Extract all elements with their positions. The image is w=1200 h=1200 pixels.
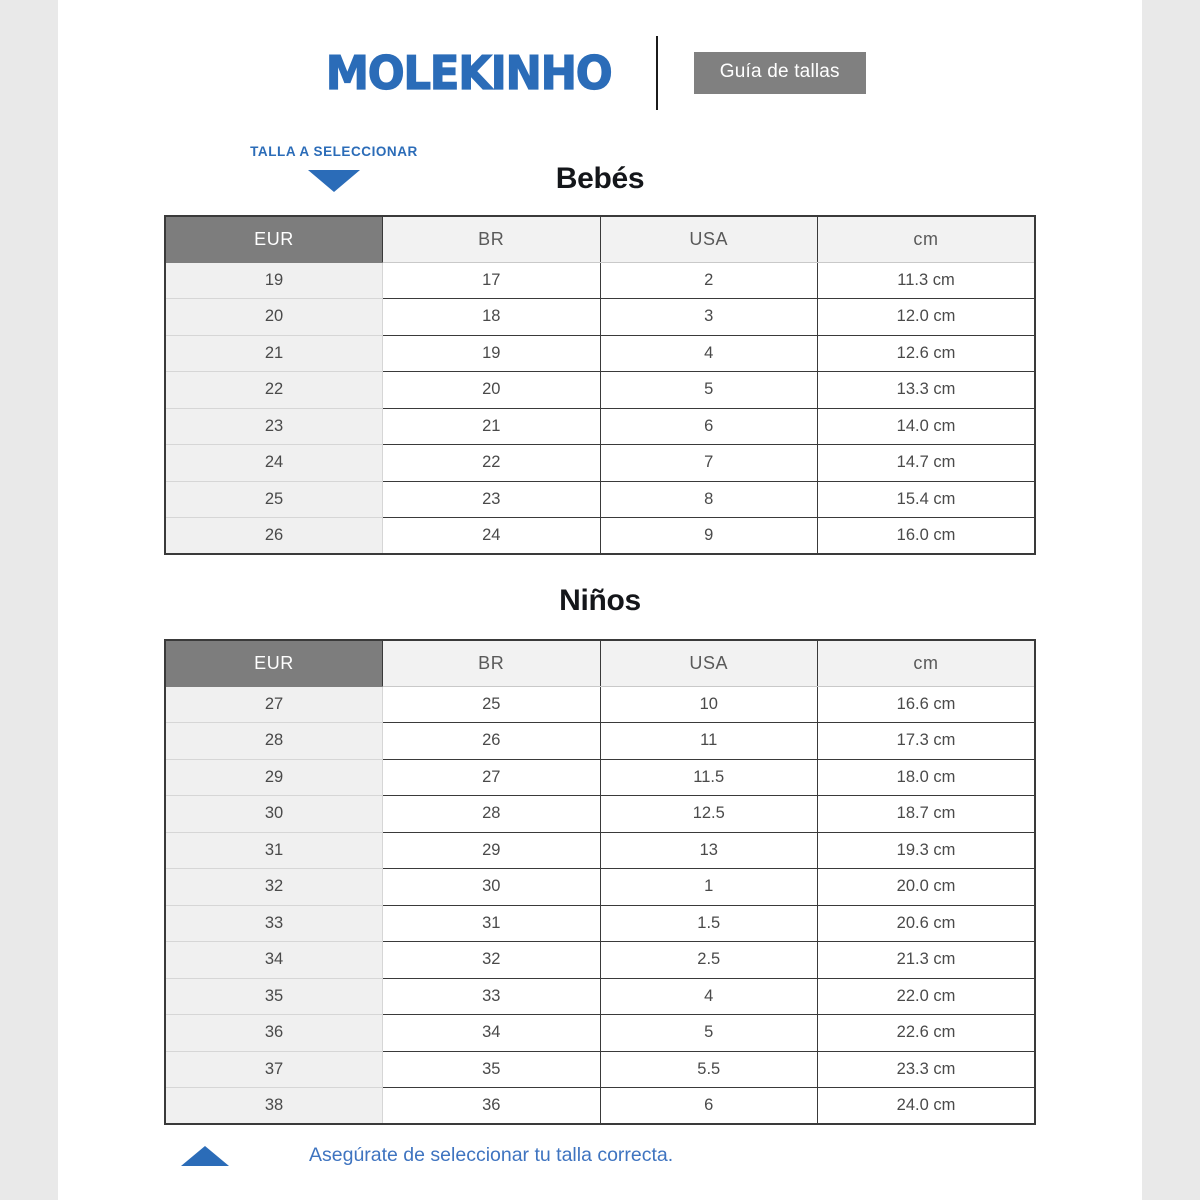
cell-br: 29 xyxy=(383,832,601,869)
cell-eur: 24 xyxy=(165,445,383,482)
column-header-usa: USA xyxy=(600,640,818,686)
molekinho-logo: MOLEKINHO xyxy=(325,45,612,100)
cell-cm: 12.6 cm xyxy=(818,335,1036,372)
cell-usa: 5 xyxy=(600,372,818,409)
column-header-eur: EUR xyxy=(165,216,383,262)
cell-eur: 34 xyxy=(165,942,383,979)
guide-badge: Guía de tallas xyxy=(694,52,866,94)
cell-eur: 38 xyxy=(165,1088,383,1125)
table-body-ninos xyxy=(165,686,1035,1124)
table-row xyxy=(165,1088,1035,1125)
table-row xyxy=(165,1015,1035,1052)
cell-usa: 9 xyxy=(600,518,818,555)
cell-br: 20 xyxy=(383,372,601,409)
footer-note xyxy=(58,1144,1142,1167)
table-header-row xyxy=(165,640,1035,686)
table-row xyxy=(165,518,1035,555)
cell-eur: 30 xyxy=(165,796,383,833)
cell-cm: 11.3 cm xyxy=(818,262,1036,299)
table-row xyxy=(165,372,1035,409)
table-row xyxy=(165,408,1035,445)
table-row xyxy=(165,905,1035,942)
cell-eur: 27 xyxy=(165,686,383,723)
cell-cm: 14.0 cm xyxy=(818,408,1036,445)
cell-usa: 6 xyxy=(600,1088,818,1125)
cell-br: 30 xyxy=(383,869,601,906)
cell-eur: 33 xyxy=(165,905,383,942)
cell-eur: 25 xyxy=(165,481,383,518)
table-row xyxy=(165,299,1035,336)
cell-usa: 10 xyxy=(600,686,818,723)
table-row xyxy=(165,335,1035,372)
cell-br: 23 xyxy=(383,481,601,518)
cell-eur: 29 xyxy=(165,759,383,796)
cell-eur: 22 xyxy=(165,372,383,409)
cell-br: 26 xyxy=(383,723,601,760)
section-title-bebes: Bebés xyxy=(555,162,645,195)
cell-usa: 5.5 xyxy=(600,1051,818,1088)
cell-cm: 20.6 cm xyxy=(818,905,1036,942)
cell-usa: 1.5 xyxy=(600,905,818,942)
cell-cm: 22.6 cm xyxy=(818,1015,1036,1052)
cell-eur: 36 xyxy=(165,1015,383,1052)
cell-usa: 8 xyxy=(600,481,818,518)
column-header-cm: cm xyxy=(818,216,1036,262)
select-size-hint xyxy=(184,144,484,192)
section-title-ninos: Niños xyxy=(559,584,641,617)
cell-usa: 4 xyxy=(600,978,818,1015)
table-row xyxy=(165,481,1035,518)
table-wrap-bebes xyxy=(58,215,1142,555)
cell-usa: 1 xyxy=(600,869,818,906)
cell-usa: 12.5 xyxy=(600,796,818,833)
size-guide-card xyxy=(58,0,1142,1200)
cell-cm: 16.0 cm xyxy=(818,518,1036,555)
table-row xyxy=(165,978,1035,1015)
cell-cm: 17.3 cm xyxy=(818,723,1036,760)
cell-cm: 16.6 cm xyxy=(818,686,1036,723)
table-head-bebes xyxy=(165,216,1035,262)
cell-usa: 7 xyxy=(600,445,818,482)
cell-usa: 13 xyxy=(600,832,818,869)
cell-cm: 14.7 cm xyxy=(818,445,1036,482)
cell-eur: 26 xyxy=(165,518,383,555)
table-head-ninos xyxy=(165,640,1035,686)
table-row xyxy=(165,686,1035,723)
cell-br: 35 xyxy=(383,1051,601,1088)
cell-eur: 31 xyxy=(165,832,383,869)
cell-br: 25 xyxy=(383,686,601,723)
cell-usa: 3 xyxy=(600,299,818,336)
column-header-br: BR xyxy=(383,640,601,686)
table-wrap-ninos xyxy=(58,639,1142,1125)
cell-br: 32 xyxy=(383,942,601,979)
cell-usa: 2 xyxy=(600,262,818,299)
cell-br: 24 xyxy=(383,518,601,555)
header-divider xyxy=(656,36,658,110)
cell-br: 18 xyxy=(383,299,601,336)
cell-usa: 2.5 xyxy=(600,942,818,979)
cell-eur: 35 xyxy=(165,978,383,1015)
cell-usa: 5 xyxy=(600,1015,818,1052)
cell-cm: 15.4 cm xyxy=(818,481,1036,518)
cell-eur: 19 xyxy=(165,262,383,299)
footer-text: Asegúrate de seleccionar tu talla correcta. xyxy=(309,1144,674,1166)
table-row xyxy=(165,869,1035,906)
table-row xyxy=(165,1051,1035,1088)
cell-cm: 22.0 cm xyxy=(818,978,1036,1015)
cell-cm: 24.0 cm xyxy=(818,1088,1036,1125)
cell-eur: 32 xyxy=(165,869,383,906)
header xyxy=(58,0,1142,135)
cell-usa: 4 xyxy=(600,335,818,372)
cell-br: 19 xyxy=(383,335,601,372)
cell-cm: 23.3 cm xyxy=(818,1051,1036,1088)
size-table-ninos xyxy=(164,639,1036,1125)
cell-br: 28 xyxy=(383,796,601,833)
column-header-cm: cm xyxy=(818,640,1036,686)
table-row xyxy=(165,759,1035,796)
cell-br: 31 xyxy=(383,905,601,942)
cell-cm: 18.0 cm xyxy=(818,759,1036,796)
table-header-row xyxy=(165,216,1035,262)
cell-usa: 6 xyxy=(600,408,818,445)
table-row xyxy=(165,262,1035,299)
cell-br: 21 xyxy=(383,408,601,445)
cell-br: 22 xyxy=(383,445,601,482)
cell-cm: 21.3 cm xyxy=(818,942,1036,979)
cell-cm: 13.3 cm xyxy=(818,372,1036,409)
table-row xyxy=(165,942,1035,979)
cell-eur: 23 xyxy=(165,408,383,445)
cell-br: 34 xyxy=(383,1015,601,1052)
table-row xyxy=(165,723,1035,760)
cell-br: 36 xyxy=(383,1088,601,1125)
cell-br: 17 xyxy=(383,262,601,299)
column-header-eur: EUR xyxy=(165,640,383,686)
arrow-up-icon xyxy=(181,1146,229,1166)
cell-eur: 21 xyxy=(165,335,383,372)
select-size-label: TALLA A SELECCIONAR xyxy=(250,144,418,159)
table-row xyxy=(165,445,1035,482)
cell-br: 27 xyxy=(383,759,601,796)
table-row xyxy=(165,832,1035,869)
cell-usa: 11.5 xyxy=(600,759,818,796)
column-header-br: BR xyxy=(383,216,601,262)
cell-cm: 19.3 cm xyxy=(818,832,1036,869)
cell-br: 33 xyxy=(383,978,601,1015)
cell-eur: 37 xyxy=(165,1051,383,1088)
cell-cm: 12.0 cm xyxy=(818,299,1036,336)
cell-eur: 20 xyxy=(165,299,383,336)
size-table-bebes xyxy=(164,215,1036,555)
cell-cm: 20.0 cm xyxy=(818,869,1036,906)
arrow-down-icon xyxy=(308,170,360,192)
cell-eur: 28 xyxy=(165,723,383,760)
table-body-bebes xyxy=(165,262,1035,554)
cell-cm: 18.7 cm xyxy=(818,796,1036,833)
cell-usa: 11 xyxy=(600,723,818,760)
table-row xyxy=(165,796,1035,833)
column-header-usa: USA xyxy=(600,216,818,262)
